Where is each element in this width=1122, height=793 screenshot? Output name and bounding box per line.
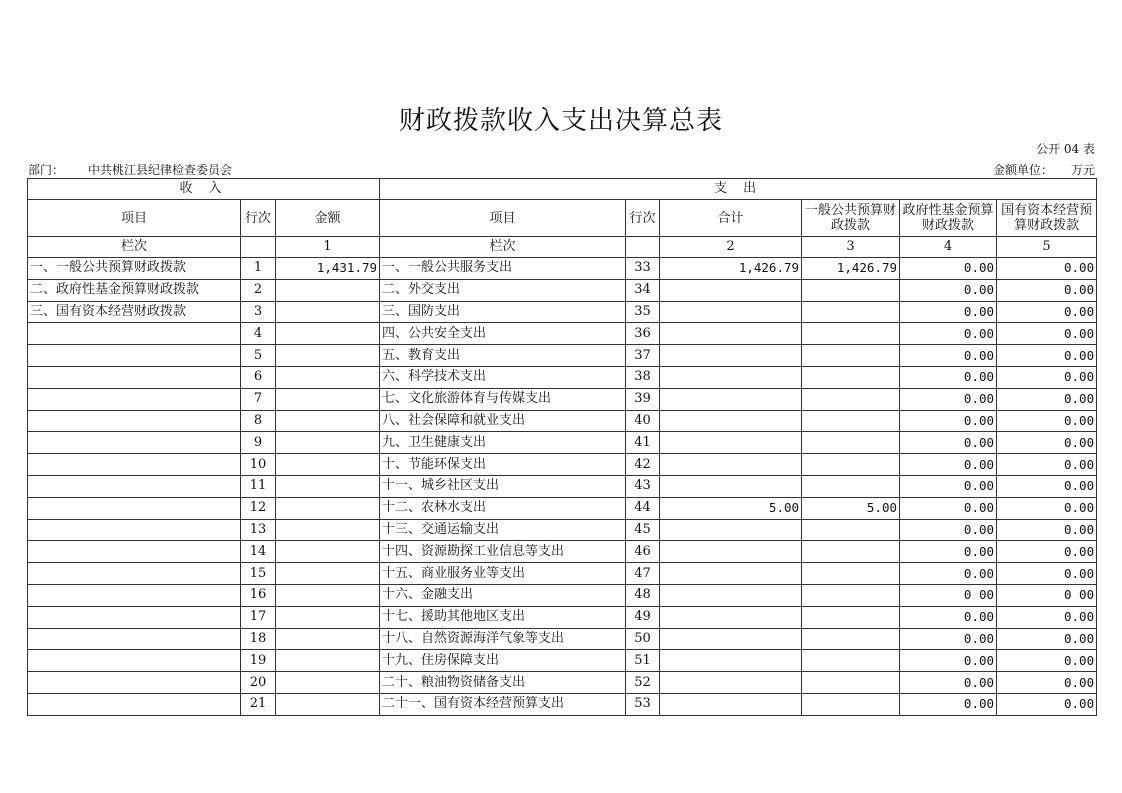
expense-item-cell: 十五、商业服务业等支出 [380, 563, 626, 585]
income-section-header: 收 入 [28, 179, 380, 200]
table-row [28, 650, 1097, 672]
expense-row-number-cell: 45 [626, 519, 660, 541]
expense-item-cell: 六、科学技术支出 [380, 366, 626, 388]
expense-row-number-cell: 43 [626, 475, 660, 497]
income-item-cell [28, 345, 241, 367]
expense-total-cell [660, 323, 802, 345]
income-item-cell [28, 366, 241, 388]
column-number-row [28, 237, 1097, 258]
expense-state-cell: 0.00 [997, 366, 1097, 388]
unit-label: 金额单位： [992, 163, 1053, 177]
expense-general-cell [802, 563, 900, 585]
expense-column-label: 栏次 [380, 237, 626, 258]
income-amount-cell [276, 410, 380, 432]
unit-value: 万元 [1070, 163, 1095, 177]
income-row-number-cell: 4 [241, 323, 276, 345]
expense-item-cell: 十七、援助其他地区支出 [380, 606, 626, 628]
table-row [28, 606, 1097, 628]
expense-item-cell: 五、教育支出 [380, 345, 626, 367]
income-amount-cell [276, 519, 380, 541]
expense-general-header: 一般公共预算财政拨款 [802, 200, 900, 237]
expense-item-cell: 十九、住房保障支出 [380, 650, 626, 672]
income-row-number-cell: 15 [241, 563, 276, 585]
expense-total-cell [660, 388, 802, 410]
total-column-number: 2 [660, 237, 802, 258]
income-item-cell [28, 323, 241, 345]
income-item-cell: 一、一般公共预算财政拨款 [28, 258, 241, 280]
table-row [28, 454, 1097, 476]
expense-item-cell: 十八、自然资源海洋气象等支出 [380, 628, 626, 650]
department-name: 中共桃江县纪律检查委员会 [88, 163, 233, 177]
expense-fund-cell: 0.00 [900, 258, 997, 280]
income-row-number-cell: 17 [241, 606, 276, 628]
expense-state-cell: 0.00 [997, 258, 1097, 280]
income-row-header: 行次 [241, 200, 276, 237]
income-item-header: 项目 [28, 200, 241, 237]
income-item-cell [28, 672, 241, 694]
income-item-cell [28, 541, 241, 563]
income-row-number-cell: 11 [241, 475, 276, 497]
income-column-label: 栏次 [28, 237, 241, 258]
income-item-cell [28, 584, 241, 606]
expense-row-number-cell: 35 [626, 301, 660, 323]
income-row-number-cell: 1 [241, 258, 276, 280]
expense-item-cell: 八、社会保障和就业支出 [380, 410, 626, 432]
department-info [28, 161, 232, 178]
income-amount-cell [276, 628, 380, 650]
income-amount-cell [276, 388, 380, 410]
expense-state-cell: 0.00 [997, 301, 1097, 323]
table-row [28, 672, 1097, 694]
table-row [28, 366, 1097, 388]
expense-total-header: 合计 [660, 200, 802, 237]
income-amount-cell [276, 650, 380, 672]
expense-state-cell: 0.00 [997, 541, 1097, 563]
expense-state-cell: 0.00 [997, 454, 1097, 476]
expense-total-cell [660, 279, 802, 301]
expense-general-cell [802, 584, 900, 606]
income-amount-cell [276, 606, 380, 628]
expense-fund-cell: 0.00 [900, 279, 997, 301]
expense-general-cell [802, 650, 900, 672]
expense-fund-cell: 0.00 [900, 541, 997, 563]
income-amount-cell [276, 454, 380, 476]
expense-total-cell: 5.00 [660, 497, 802, 519]
income-column-blank [241, 237, 276, 258]
expense-row-number-cell: 48 [626, 584, 660, 606]
expense-row-header: 行次 [626, 200, 660, 237]
income-row-number-cell: 9 [241, 432, 276, 454]
expense-row-number-cell: 39 [626, 388, 660, 410]
income-amount-header: 金额 [276, 200, 380, 237]
expense-state-cell: 0.00 [997, 345, 1097, 367]
budget-summary-table [27, 178, 1097, 716]
table-row [28, 563, 1097, 585]
expense-general-cell [802, 628, 900, 650]
income-amount-cell [276, 366, 380, 388]
expense-fund-cell: 0.00 [900, 672, 997, 694]
expense-fund-cell: 0.00 [900, 410, 997, 432]
table-row [28, 388, 1097, 410]
expense-state-cell: 0.00 [997, 497, 1097, 519]
income-item-cell [28, 388, 241, 410]
expense-fund-cell: 0.00 [900, 563, 997, 585]
income-item-cell [28, 432, 241, 454]
expense-total-cell [660, 454, 802, 476]
expense-item-cell: 十六、金融支出 [380, 584, 626, 606]
expense-total-cell [660, 541, 802, 563]
income-amount-cell [276, 279, 380, 301]
table-row [28, 475, 1097, 497]
income-item-cell [28, 693, 241, 715]
income-amount-column-number: 1 [276, 237, 380, 258]
expense-total-cell [660, 432, 802, 454]
expense-item-cell: 十三、交通运输支出 [380, 519, 626, 541]
expense-total-cell [660, 563, 802, 585]
table-row [28, 345, 1097, 367]
expense-general-cell [802, 432, 900, 454]
table-row [28, 519, 1097, 541]
table-row [28, 541, 1097, 563]
expense-total-cell [660, 672, 802, 694]
income-row-number-cell: 19 [241, 650, 276, 672]
table-row [28, 279, 1097, 301]
table-row [28, 258, 1097, 280]
expense-general-cell [802, 475, 900, 497]
income-amount-cell [276, 323, 380, 345]
expense-fund-header: 政府性基金预算财政拨款 [900, 200, 997, 237]
expense-row-number-cell: 52 [626, 672, 660, 694]
expense-general-cell [802, 345, 900, 367]
expense-total-cell [660, 519, 802, 541]
expense-state-cell: 0.00 [997, 432, 1097, 454]
expense-general-cell [802, 279, 900, 301]
expense-fund-cell: 0.00 [900, 475, 997, 497]
income-item-cell: 三、国有资本经营财政拨款 [28, 301, 241, 323]
expense-state-cell: 0.00 [997, 388, 1097, 410]
expense-fund-cell: 0.00 [900, 693, 997, 715]
income-amount-cell [276, 432, 380, 454]
expense-fund-cell: 0 00 [900, 584, 997, 606]
expense-state-cell: 0.00 [997, 650, 1097, 672]
income-amount-cell [276, 693, 380, 715]
form-code: 公开 04 表 [1036, 142, 1095, 156]
expense-total-cell [660, 650, 802, 672]
expense-total-cell [660, 628, 802, 650]
column-header-row [28, 200, 1097, 237]
income-row-number-cell: 10 [241, 454, 276, 476]
unit-info [993, 161, 1095, 178]
expense-general-cell [802, 454, 900, 476]
income-amount-cell [276, 497, 380, 519]
expense-general-cell [802, 693, 900, 715]
table-row [28, 693, 1097, 715]
expense-general-cell [802, 519, 900, 541]
table-row [28, 628, 1097, 650]
income-amount-cell [276, 301, 380, 323]
table-row [28, 584, 1097, 606]
income-amount-cell [276, 541, 380, 563]
expense-state-cell: 0.00 [997, 410, 1097, 432]
expense-row-number-cell: 37 [626, 345, 660, 367]
table-row [28, 301, 1097, 323]
income-item-cell [28, 628, 241, 650]
income-row-number-cell: 12 [241, 497, 276, 519]
expense-general-cell [802, 301, 900, 323]
income-row-number-cell: 6 [241, 366, 276, 388]
expense-state-cell: 0.00 [997, 693, 1097, 715]
expense-fund-cell: 0.00 [900, 454, 997, 476]
income-item-cell [28, 606, 241, 628]
expense-general-cell: 1,426.79 [802, 258, 900, 280]
income-amount-cell [276, 563, 380, 585]
expense-column-blank [626, 237, 660, 258]
expense-state-header: 国有资本经营预算财政拨款 [997, 200, 1097, 237]
expense-item-cell: 十、节能环保支出 [380, 454, 626, 476]
income-row-number-cell: 13 [241, 519, 276, 541]
expense-fund-cell: 0.00 [900, 388, 997, 410]
expense-fund-cell: 0.00 [900, 497, 997, 519]
expense-general-cell: 5.00 [802, 497, 900, 519]
expense-row-number-cell: 33 [626, 258, 660, 280]
expense-general-cell [802, 606, 900, 628]
income-item-cell [28, 650, 241, 672]
income-row-number-cell: 8 [241, 410, 276, 432]
income-amount-cell [276, 584, 380, 606]
expense-item-cell: 二十、粮油物资储备支出 [380, 672, 626, 694]
income-item-cell: 二、政府性基金预算财政拨款 [28, 279, 241, 301]
table-row [28, 410, 1097, 432]
expense-general-cell [802, 366, 900, 388]
expense-total-cell [660, 345, 802, 367]
expense-item-header: 项目 [380, 200, 626, 237]
income-row-number-cell: 16 [241, 584, 276, 606]
table-row [28, 497, 1097, 519]
income-item-cell [28, 497, 241, 519]
expense-fund-cell: 0.00 [900, 323, 997, 345]
expense-row-number-cell: 38 [626, 366, 660, 388]
expense-item-cell: 二、外交支出 [380, 279, 626, 301]
income-amount-cell [276, 672, 380, 694]
income-row-number-cell: 5 [241, 345, 276, 367]
expense-fund-cell: 0.00 [900, 366, 997, 388]
expense-item-cell: 十二、农林水支出 [380, 497, 626, 519]
expense-total-cell [660, 693, 802, 715]
income-item-cell [28, 519, 241, 541]
department-label: 部门： [28, 163, 65, 177]
income-row-number-cell: 18 [241, 628, 276, 650]
expense-state-cell: 0.00 [997, 672, 1097, 694]
expense-fund-cell: 0.00 [900, 628, 997, 650]
expense-fund-cell: 0.00 [900, 606, 997, 628]
income-row-number-cell: 14 [241, 541, 276, 563]
expense-general-cell [802, 388, 900, 410]
expense-row-number-cell: 46 [626, 541, 660, 563]
expense-fund-cell: 0.00 [900, 519, 997, 541]
income-amount-cell: 1,431.79 [276, 258, 380, 280]
expense-general-cell [802, 410, 900, 432]
expense-row-number-cell: 42 [626, 454, 660, 476]
income-item-cell [28, 563, 241, 585]
expense-item-cell: 十一、城乡社区支出 [380, 475, 626, 497]
expense-state-cell: 0 00 [997, 584, 1097, 606]
expense-item-cell: 九、卫生健康支出 [380, 432, 626, 454]
expense-total-cell [660, 475, 802, 497]
expense-row-number-cell: 50 [626, 628, 660, 650]
income-row-number-cell: 21 [241, 693, 276, 715]
expense-total-cell [660, 410, 802, 432]
expense-general-cell [802, 541, 900, 563]
expense-row-number-cell: 47 [626, 563, 660, 585]
expense-total-cell [660, 606, 802, 628]
expense-item-cell: 三、国防支出 [380, 301, 626, 323]
expense-fund-cell: 0.00 [900, 650, 997, 672]
expense-row-number-cell: 51 [626, 650, 660, 672]
expense-state-cell: 0.00 [997, 279, 1097, 301]
expense-total-cell [660, 301, 802, 323]
expense-section-header: 支 出 [380, 179, 1097, 200]
income-row-number-cell: 20 [241, 672, 276, 694]
report-title: 财政拨款收入支出决算总表 [398, 106, 723, 136]
expense-row-number-cell: 41 [626, 432, 660, 454]
expense-row-number-cell: 34 [626, 279, 660, 301]
expense-state-cell: 0.00 [997, 628, 1097, 650]
income-amount-cell [276, 345, 380, 367]
expense-general-cell [802, 323, 900, 345]
expense-fund-cell: 0.00 [900, 432, 997, 454]
expense-item-cell: 七、文化旅游体育与传媒支出 [380, 388, 626, 410]
expense-row-number-cell: 53 [626, 693, 660, 715]
expense-state-cell: 0.00 [997, 323, 1097, 345]
income-item-cell [28, 410, 241, 432]
expense-total-cell [660, 366, 802, 388]
income-row-number-cell: 2 [241, 279, 276, 301]
section-header-row [28, 179, 1097, 200]
state-column-number: 5 [997, 237, 1097, 258]
income-amount-cell [276, 475, 380, 497]
general-column-number: 3 [802, 237, 900, 258]
expense-state-cell: 0.00 [997, 519, 1097, 541]
expense-item-cell: 十四、资源勘探工业信息等支出 [380, 541, 626, 563]
expense-state-cell: 0.00 [997, 475, 1097, 497]
expense-row-number-cell: 44 [626, 497, 660, 519]
expense-state-cell: 0.00 [997, 563, 1097, 585]
expense-total-cell: 1,426.79 [660, 258, 802, 280]
income-item-cell [28, 475, 241, 497]
expense-item-cell: 一、一般公共服务支出 [380, 258, 626, 280]
fund-column-number: 4 [900, 237, 997, 258]
table-row [28, 323, 1097, 345]
expense-state-cell: 0.00 [997, 606, 1097, 628]
expense-general-cell [802, 672, 900, 694]
table-row [28, 432, 1097, 454]
expense-row-number-cell: 36 [626, 323, 660, 345]
expense-item-cell: 四、公共安全支出 [380, 323, 626, 345]
expense-fund-cell: 0.00 [900, 345, 997, 367]
expense-fund-cell: 0.00 [900, 301, 997, 323]
income-row-number-cell: 3 [241, 301, 276, 323]
expense-row-number-cell: 49 [626, 606, 660, 628]
income-item-cell [28, 454, 241, 476]
income-row-number-cell: 7 [241, 388, 276, 410]
expense-total-cell [660, 584, 802, 606]
expense-row-number-cell: 40 [626, 410, 660, 432]
expense-item-cell: 二十一、国有资本经营预算支出 [380, 693, 626, 715]
